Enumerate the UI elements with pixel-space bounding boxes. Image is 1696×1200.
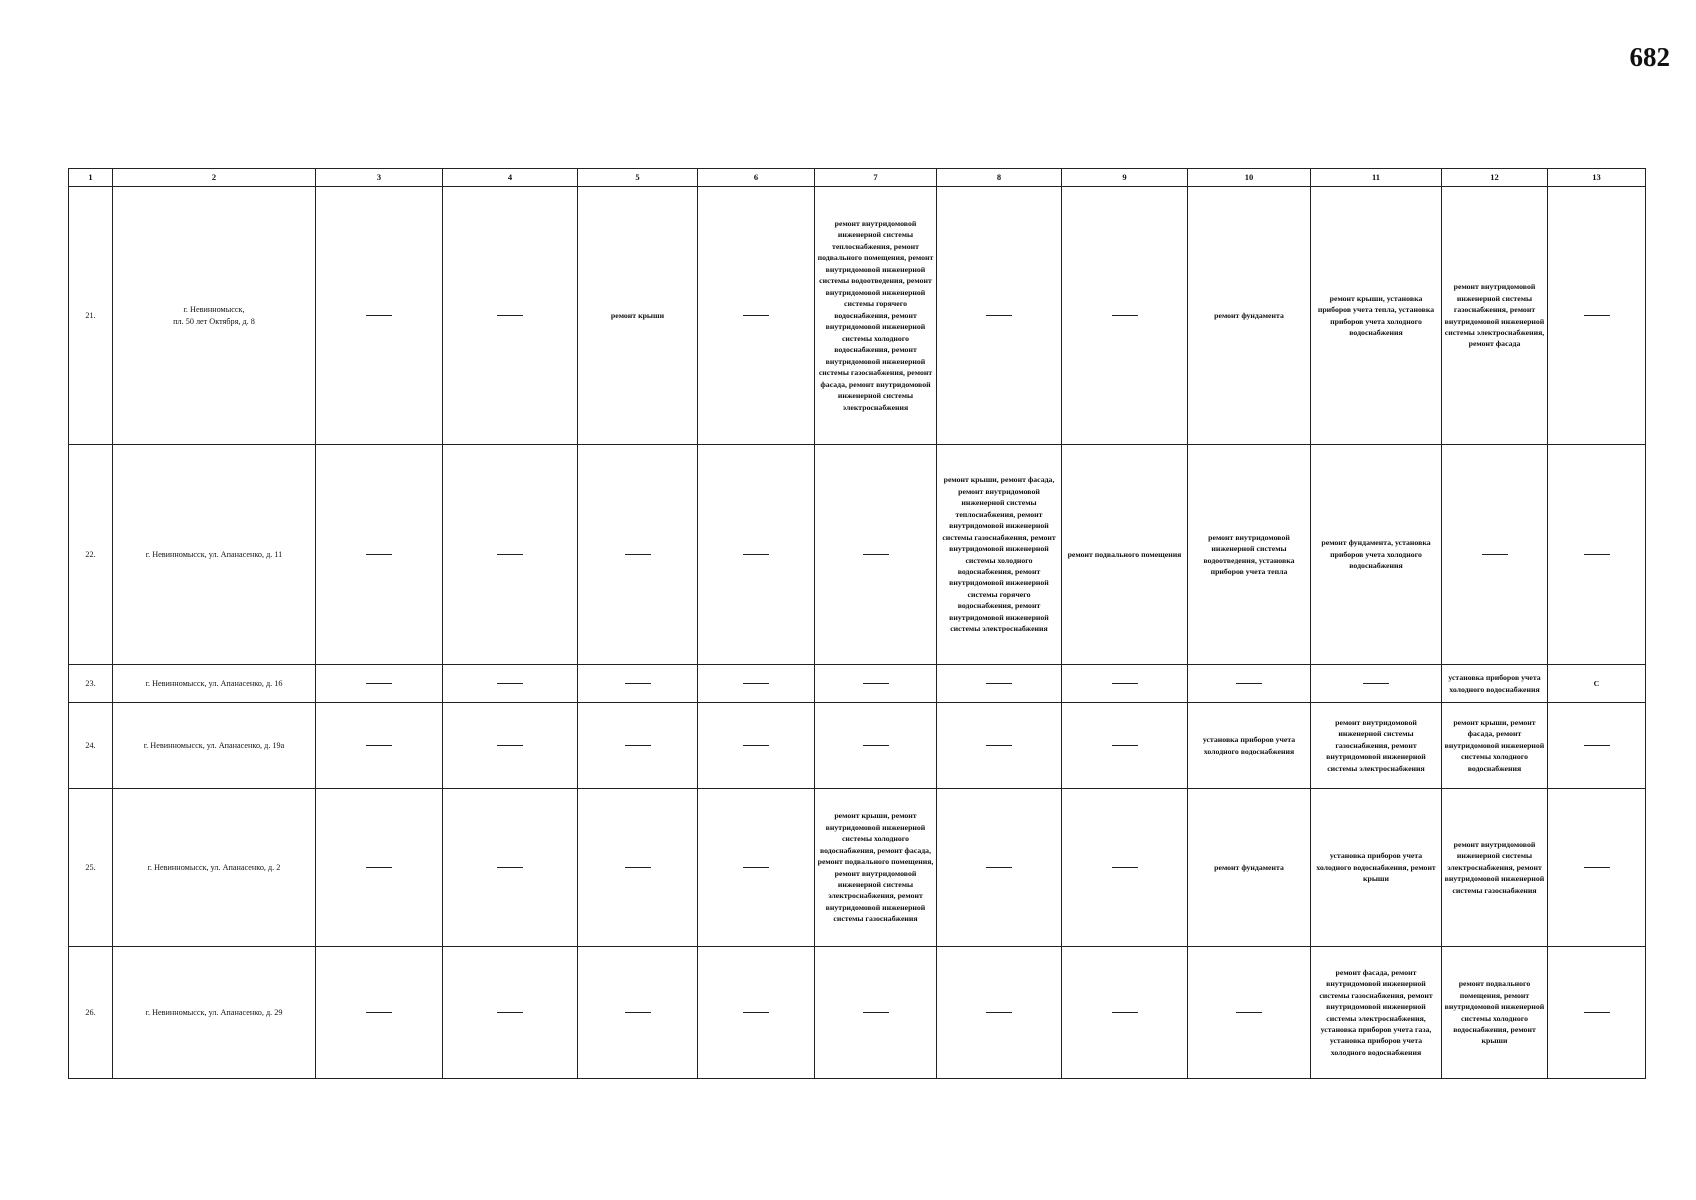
empty-cell	[1548, 187, 1646, 445]
works-text: ремонт внутридомовой инженерной системы газоснабжения, ремонт внутридомовой инженерной системы электроснабжения, ремонт фасада	[1444, 282, 1545, 349]
dash-mark	[497, 315, 523, 316]
works-cell	[1442, 665, 1548, 703]
empty-cell	[937, 703, 1062, 789]
empty-cell	[578, 703, 698, 789]
dash-mark	[497, 554, 523, 555]
empty-cell	[1188, 665, 1311, 703]
empty-cell	[1548, 703, 1646, 789]
header-cell: 12	[1442, 169, 1548, 187]
empty-cell	[937, 187, 1062, 445]
works-text: ремонт фасада, ремонт внутридомовой инженерной системы газоснабжения, ремонт внутридомовой инженерной системы электроснабжения, установка приборов учета газа, установка приборов учета холодного водоснабжения	[1319, 967, 1433, 1057]
works-text: ремонт крыши, ремонт внутридомовой инженерной системы холодного водоснабжения, ремонт фасада, ремонт подвального помещения, ремонт внутридомовой инженерной системы электроснабжения, ремонт внутридомовой инженерной системы газоснабжения	[817, 811, 934, 924]
works-text: установка приборов учета холодного водоснабжения	[1202, 735, 1296, 756]
dash-mark	[986, 745, 1012, 746]
works-cell	[815, 187, 937, 445]
dash-mark	[986, 1012, 1012, 1013]
dash-mark	[625, 554, 651, 555]
empty-cell	[578, 947, 698, 1079]
works-cell	[1442, 947, 1548, 1079]
empty-cell	[1548, 445, 1646, 665]
dash-mark	[366, 554, 392, 555]
works-text: ремонт фундамента	[1214, 862, 1284, 872]
dash-mark	[1236, 683, 1262, 684]
header-cell: 1	[69, 169, 113, 187]
empty-cell	[578, 665, 698, 703]
empty-cell	[316, 445, 443, 665]
row-number: 21.	[69, 187, 113, 445]
works-text: ремонт крыши, ремонт фасада, ремонт внутридомовой инженерной системы холодного водоснабжения	[1444, 717, 1545, 773]
table-row	[69, 665, 1646, 703]
header-cell: 4	[443, 169, 578, 187]
empty-cell	[316, 703, 443, 789]
address-cell: г. Невинномысск, ул. Апанасенко, д. 29	[113, 947, 316, 1079]
address-cell: г. Невинномысск, пл. 50 лет Октября, д. 8	[113, 187, 316, 445]
dash-mark	[743, 867, 769, 868]
dash-mark	[1112, 745, 1138, 746]
empty-cell	[1062, 789, 1188, 947]
works-text: ремонт крыши, установка приборов учета тепла, установка приборов учета холодного водоснабжения	[1317, 293, 1435, 337]
empty-cell	[1062, 665, 1188, 703]
works-cell	[1442, 703, 1548, 789]
empty-cell	[815, 947, 937, 1079]
works-cell	[1188, 789, 1311, 947]
row-number: 25.	[69, 789, 113, 947]
dash-mark	[1112, 315, 1138, 316]
empty-cell	[443, 789, 578, 947]
works-cell	[1311, 789, 1442, 947]
empty-cell	[698, 789, 815, 947]
header-cell: 13	[1548, 169, 1646, 187]
dash-mark	[366, 683, 392, 684]
dash-mark	[863, 745, 889, 746]
table-row	[69, 789, 1646, 947]
header-cell: 2	[113, 169, 316, 187]
dash-mark	[1482, 554, 1508, 555]
empty-cell	[1548, 947, 1646, 1079]
dash-mark	[1584, 745, 1610, 746]
empty-cell	[316, 187, 443, 445]
works-cell	[1442, 789, 1548, 947]
header-cell: 11	[1311, 169, 1442, 187]
dash-mark	[1584, 315, 1610, 316]
row-number: 24.	[69, 703, 113, 789]
address-cell: г. Невинномысск, ул. Апанасенко, д. 19а	[113, 703, 316, 789]
works-cell	[578, 187, 698, 445]
works-cell	[1188, 703, 1311, 789]
works-text: установка приборов учета холодного водоснабжения, ремонт крыши	[1316, 851, 1436, 884]
empty-cell	[1311, 665, 1442, 703]
row-number: 22.	[69, 445, 113, 665]
dash-mark	[366, 315, 392, 316]
empty-cell	[698, 445, 815, 665]
empty-cell	[937, 947, 1062, 1079]
row-number: 26.	[69, 947, 113, 1079]
dash-mark	[743, 315, 769, 316]
works-cell	[1311, 703, 1442, 789]
header-row	[69, 169, 1646, 187]
empty-cell	[1188, 947, 1311, 1079]
dash-mark	[366, 745, 392, 746]
dash-mark	[986, 683, 1012, 684]
dash-mark	[625, 745, 651, 746]
address-cell: г. Невинномысск, ул. Апанасенко, д. 11	[113, 445, 316, 665]
dash-mark	[863, 554, 889, 555]
empty-cell	[443, 703, 578, 789]
works-text: С	[1593, 678, 1600, 688]
dash-mark	[1112, 867, 1138, 868]
works-cell	[937, 445, 1062, 665]
works-cell	[1548, 665, 1646, 703]
header-cell: 7	[815, 169, 937, 187]
dash-mark	[743, 683, 769, 684]
works-cell	[1311, 187, 1442, 445]
empty-cell	[316, 947, 443, 1079]
dash-mark	[986, 867, 1012, 868]
header-cell: 10	[1188, 169, 1311, 187]
header-cell: 3	[316, 169, 443, 187]
works-text: ремонт крыши, ремонт фасада, ремонт внутридомовой инженерной системы теплоснабжения, ремонт внутридомовой инженерной системы газоснабжения, ремонт внутридомовой инженерной системы холодного водоснабжения, ремонт внутридомовой инженерной системы горячего водоснабжения, ремонт внутридомовой инженерной системы электроснабжения	[942, 475, 1056, 634]
header-cell: 6	[698, 169, 815, 187]
dash-mark	[1363, 683, 1389, 684]
empty-cell	[578, 445, 698, 665]
empty-cell	[316, 665, 443, 703]
works-text: ремонт фундамента, установка приборов учета холодного водоснабжения	[1321, 538, 1431, 571]
empty-cell	[815, 665, 937, 703]
empty-cell	[698, 187, 815, 445]
dash-mark	[625, 683, 651, 684]
address-cell: г. Невинномысск, ул. Апанасенко, д. 2	[113, 789, 316, 947]
dash-mark	[625, 1012, 651, 1013]
empty-cell	[443, 187, 578, 445]
dash-mark	[1584, 1012, 1610, 1013]
empty-cell	[815, 445, 937, 665]
empty-cell	[316, 789, 443, 947]
dash-mark	[986, 315, 1012, 316]
repair-plan-table	[68, 168, 1646, 1079]
dash-mark	[1112, 1012, 1138, 1013]
dash-mark	[497, 745, 523, 746]
works-text: ремонт подвального помещения, ремонт внутридомовой инженерной системы холодного водоснабжения, ремонт крыши	[1444, 979, 1545, 1046]
works-text: ремонт фундамента	[1214, 310, 1284, 320]
dash-mark	[366, 1012, 392, 1013]
empty-cell	[1062, 703, 1188, 789]
dash-mark	[743, 554, 769, 555]
header-cell: 5	[578, 169, 698, 187]
works-text: ремонт внутридомовой инженерной системы электроснабжения, ремонт внутридомовой инженерной системы газоснабжения	[1444, 839, 1545, 895]
empty-cell	[698, 665, 815, 703]
empty-cell	[443, 445, 578, 665]
empty-cell	[698, 703, 815, 789]
works-text: ремонт внутридомовой инженерной системы теплоснабжения, ремонт подвального помещения, ремонт внутридомовой инженерной системы водоотведения, ремонт внутридомовой инженерной системы горячего водоснабжения, ремонт внутридомовой инженерной системы холодного водоснабжения, ремонт внутридомовой инженерной системы газоснабжения, ремонт фасада, ремонт внутридомовой инженерной системы электроснабжения	[817, 218, 934, 412]
empty-cell	[443, 947, 578, 1079]
works-cell	[1442, 187, 1548, 445]
dash-mark	[743, 745, 769, 746]
empty-cell	[443, 665, 578, 703]
table-row	[69, 703, 1646, 789]
dash-mark	[497, 683, 523, 684]
works-text: ремонт внутридомовой инженерной системы водоотведения, установка приборов учета тепла	[1203, 532, 1295, 576]
empty-cell	[1548, 789, 1646, 947]
works-text: ремонт крыши	[610, 310, 665, 320]
works-cell	[1188, 445, 1311, 665]
works-cell	[1311, 947, 1442, 1079]
dash-mark	[497, 867, 523, 868]
header-cell: 9	[1062, 169, 1188, 187]
page-number: 682	[1629, 42, 1670, 72]
dash-mark	[1584, 554, 1610, 555]
table-row	[69, 947, 1646, 1079]
header-cell: 8	[937, 169, 1062, 187]
works-cell	[1188, 187, 1311, 445]
table-row	[69, 445, 1646, 665]
dash-mark	[497, 1012, 523, 1013]
dash-mark	[863, 683, 889, 684]
row-number: 23.	[69, 665, 113, 703]
works-cell	[1311, 445, 1442, 665]
dash-mark	[743, 1012, 769, 1013]
works-cell	[815, 789, 937, 947]
empty-cell	[1442, 445, 1548, 665]
dash-mark	[1112, 683, 1138, 684]
dash-mark	[1236, 1012, 1262, 1013]
table-row	[69, 187, 1646, 445]
empty-cell	[937, 789, 1062, 947]
works-text: ремонт подвального помещения	[1067, 549, 1182, 559]
table-body	[69, 187, 1646, 1079]
dash-mark	[625, 867, 651, 868]
works-text: установка приборов учета холодного водоснабжения	[1448, 673, 1541, 694]
empty-cell	[937, 665, 1062, 703]
empty-cell	[1062, 947, 1188, 1079]
dash-mark	[366, 867, 392, 868]
empty-cell	[578, 789, 698, 947]
dash-mark	[863, 1012, 889, 1013]
works-cell	[1062, 445, 1188, 665]
works-text: ремонт внутридомовой инженерной системы газоснабжения, ремонт внутридомовой инженерной системы электроснабжения	[1326, 717, 1426, 773]
dash-mark	[1584, 867, 1610, 868]
empty-cell	[1062, 187, 1188, 445]
empty-cell	[815, 703, 937, 789]
empty-cell	[698, 947, 815, 1079]
address-cell: г. Невинномысск, ул. Апанасенко, д. 16	[113, 665, 316, 703]
